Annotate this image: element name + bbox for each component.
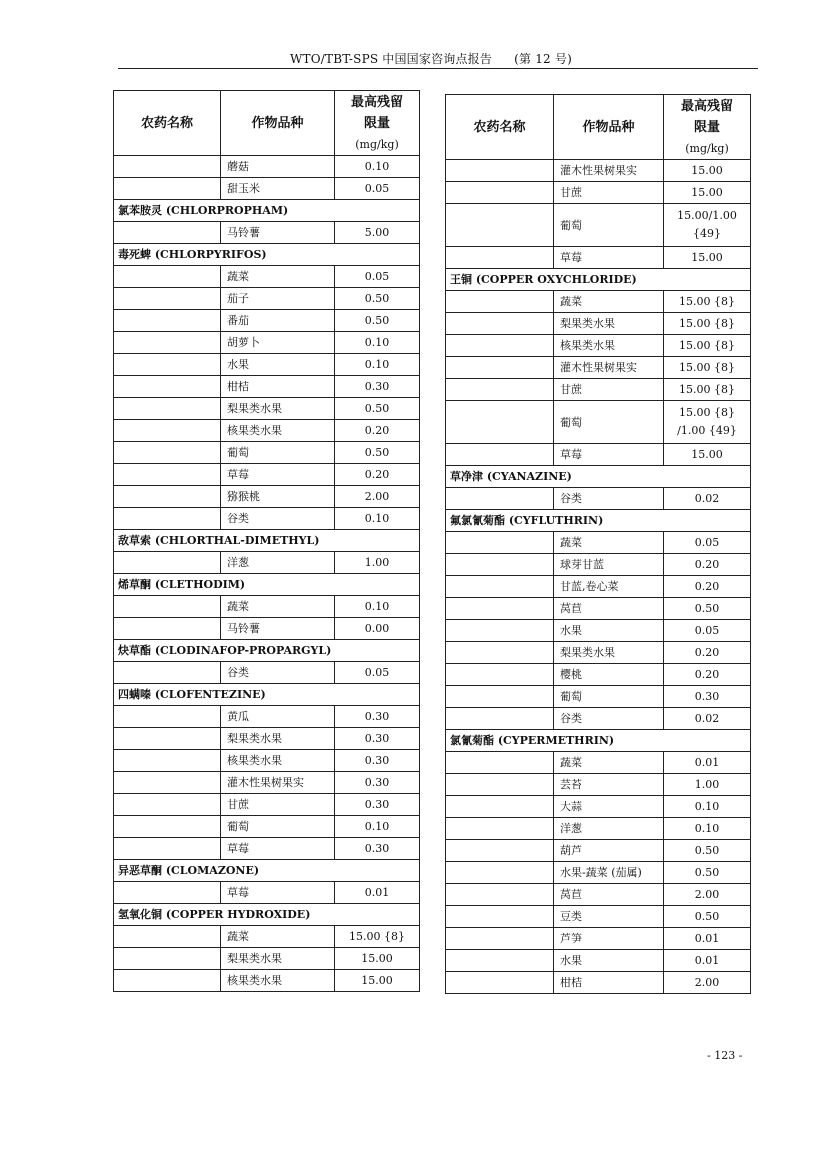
table-row (114, 508, 420, 530)
mrl-value-cell: 2.00 (664, 884, 751, 906)
mrl-value-cell: 1.00 (335, 552, 420, 574)
header-rule (118, 68, 758, 69)
mrl-value-cell: 15.00 {8} (664, 335, 751, 357)
pesticide-name: 氯苯胺灵 (CHLORPROPHAM) (114, 200, 420, 222)
crop-cell: 猕猴桃 (221, 486, 335, 508)
mrl-value-cell: 0.01 (664, 928, 751, 950)
pesticide-section-row (114, 200, 420, 222)
mrl-value-cell: 0.50 (664, 840, 751, 862)
crop-cell: 甘蔗 (221, 794, 335, 816)
mrl-value-cell: 15.00/1.00 {49} (664, 204, 751, 247)
mrl-value-cell: 0.10 (664, 796, 751, 818)
pesticide-section-row (446, 730, 751, 752)
mrl-value-cell: 0.50 (664, 862, 751, 884)
pesticide-section-row (114, 684, 420, 706)
pesticide-cell (446, 247, 554, 269)
crop-cell: 洋葱 (221, 552, 335, 574)
table-row (114, 486, 420, 508)
table-row (114, 178, 420, 200)
crop-cell: 葫芦 (554, 840, 664, 862)
crop-cell: 马铃薯 (221, 618, 335, 640)
pesticide-section-row (446, 269, 751, 291)
table-row (114, 156, 420, 178)
mrl-value-cell: 15.00 {8} (664, 379, 751, 401)
mrl-value-cell: 0.30 (664, 686, 751, 708)
mrl-value-cell: 0.10 (335, 596, 420, 618)
pesticide-cell (446, 379, 554, 401)
pesticide-name: 氢氧化铜 (COPPER HYDROXIDE) (114, 904, 420, 926)
pesticide-section-row (114, 860, 420, 882)
table-header-row (114, 91, 420, 156)
table-row (114, 332, 420, 354)
pesticide-cell (446, 182, 554, 204)
column-header-mrl (664, 95, 751, 160)
table-row (446, 796, 751, 818)
pesticide-cell (114, 772, 221, 794)
table-row (114, 706, 420, 728)
pesticide-name: 王铜 (COPPER OXYCHLORIDE) (446, 269, 751, 291)
pesticide-cell (114, 838, 221, 860)
mrl-value-cell: 0.01 (335, 882, 420, 904)
pesticide-name: 氯氰菊酯 (CYPERMETHRIN) (446, 730, 751, 752)
pesticide-cell (114, 442, 221, 464)
pesticide-name: 烯草酮 (CLETHODIM) (114, 574, 420, 596)
pesticide-cell (114, 662, 221, 684)
pesticide-cell (114, 970, 221, 992)
pesticide-cell (446, 708, 554, 730)
mrl-line1: 最高残留 (680, 98, 733, 114)
table-row (446, 204, 751, 247)
table-row (446, 182, 751, 204)
mrl-value-cell: 15.00 (664, 182, 751, 204)
table-row (446, 774, 751, 796)
crop-cell: 莴苣 (554, 884, 664, 906)
crop-cell: 草莓 (554, 247, 664, 269)
mrl-value-cell: 1.00 (664, 774, 751, 796)
pesticide-cell (446, 598, 554, 620)
crop-cell: 水果 (554, 950, 664, 972)
pesticide-cell (446, 752, 554, 774)
pesticide-cell (446, 862, 554, 884)
mrl-value-cell: 0.50 (664, 906, 751, 928)
pesticide-section-row (114, 904, 420, 926)
pesticide-cell (114, 354, 221, 376)
crop-cell: 梨果类水果 (221, 948, 335, 970)
pesticide-cell (114, 816, 221, 838)
mrl-value-cell: 0.50 (335, 442, 420, 464)
crop-cell: 芸苔 (554, 774, 664, 796)
table-row (114, 398, 420, 420)
table-row (446, 357, 751, 379)
table-row (114, 970, 420, 992)
mrl-value-cell: 0.10 (335, 156, 420, 178)
mrl-value-cell: 2.00 (664, 972, 751, 994)
crop-cell: 草莓 (221, 464, 335, 486)
crop-cell: 蔬菜 (554, 752, 664, 774)
table-row (446, 335, 751, 357)
pesticide-cell (446, 204, 554, 247)
crop-cell: 胡萝卜 (221, 332, 335, 354)
table-row (446, 488, 751, 510)
pesticide-cell (114, 486, 221, 508)
table-row (446, 972, 751, 994)
table-header-row (446, 95, 751, 160)
crop-cell: 水果 (221, 354, 335, 376)
pesticide-cell (446, 928, 554, 950)
crop-cell: 甜玉米 (221, 178, 335, 200)
crop-cell: 番茄 (221, 310, 335, 332)
crop-cell: 谷类 (221, 662, 335, 684)
pesticide-cell (446, 884, 554, 906)
mrl-value-cell: 0.30 (335, 376, 420, 398)
table-row (446, 642, 751, 664)
pesticide-cell (114, 882, 221, 904)
pesticide-section-row (114, 574, 420, 596)
table-row (114, 772, 420, 794)
pesticide-name: 四螨嗪 (CLOFENTEZINE) (114, 684, 420, 706)
pesticide-cell (114, 508, 221, 530)
pesticide-cell (446, 840, 554, 862)
pesticide-cell (446, 906, 554, 928)
mrl-value-cell: 0.50 (335, 398, 420, 420)
mrl-value-cell: 0.05 (335, 178, 420, 200)
table-row (114, 354, 420, 376)
table-row (446, 862, 751, 884)
crop-cell: 葡萄 (554, 686, 664, 708)
crop-cell: 核果类水果 (221, 970, 335, 992)
crop-cell: 核果类水果 (554, 335, 664, 357)
table-row (114, 728, 420, 750)
table-row (446, 840, 751, 862)
pesticide-cell (114, 596, 221, 618)
mrl-value-cell: 15.00 {8} /1.00 {49} (664, 401, 751, 444)
crop-cell: 蔬菜 (221, 266, 335, 288)
mrl-value-cell: 0.50 (664, 598, 751, 620)
pesticide-cell (114, 266, 221, 288)
pesticide-cell (114, 310, 221, 332)
table-row (446, 598, 751, 620)
mrl-value-cell: 15.00 {8} (664, 291, 751, 313)
pesticide-cell (114, 926, 221, 948)
mrl-line1: 最高残留 (350, 94, 403, 110)
mrl-value-cell: 0.20 (664, 576, 751, 598)
mrl-line2: 限量 (363, 115, 390, 131)
pesticide-cell (114, 222, 221, 244)
column-header-crop: 作物品种 (221, 91, 335, 156)
table-row (446, 950, 751, 972)
pesticide-cell (114, 794, 221, 816)
table-row (446, 928, 751, 950)
mrl-value-cell: 0.05 (335, 662, 420, 684)
pesticide-section-row (114, 530, 420, 552)
crop-cell: 甘蔗 (554, 379, 664, 401)
pesticide-cell (446, 686, 554, 708)
table-row (114, 926, 420, 948)
mrl-value-cell: 0.10 (664, 818, 751, 840)
crop-cell: 草莓 (554, 444, 664, 466)
mrl-value-cell: 15.00 (664, 247, 751, 269)
pesticide-cell (446, 554, 554, 576)
mrl-value-cell: 0.01 (664, 752, 751, 774)
pesticide-cell (446, 357, 554, 379)
mrl-value-cell: 0.01 (664, 950, 751, 972)
page-header (290, 50, 572, 67)
table-row (446, 444, 751, 466)
pesticide-section-row (446, 510, 751, 532)
mrl-value-cell: 0.30 (335, 838, 420, 860)
crop-cell: 芦笋 (554, 928, 664, 950)
pesticide-cell (114, 398, 221, 420)
pesticide-cell (446, 972, 554, 994)
mrl-value-cell: 2.00 (335, 486, 420, 508)
crop-cell: 甘蔗 (554, 182, 664, 204)
mrl-value-cell: 0.30 (335, 794, 420, 816)
table-row (446, 884, 751, 906)
pesticide-cell (114, 618, 221, 640)
crop-cell: 葡萄 (221, 816, 335, 838)
pesticide-cell (114, 706, 221, 728)
pesticide-cell (114, 464, 221, 486)
pesticide-cell (114, 552, 221, 574)
table-row (114, 222, 420, 244)
pesticide-cell (446, 313, 554, 335)
crop-cell: 葡萄 (554, 204, 664, 247)
mrl-value-cell: 0.50 (335, 310, 420, 332)
crop-cell: 莴苣 (554, 598, 664, 620)
table-row (114, 376, 420, 398)
mrl-value-cell: 0.02 (664, 708, 751, 730)
pesticide-section-row (446, 466, 751, 488)
pesticide-cell (446, 774, 554, 796)
pesticide-cell (114, 332, 221, 354)
left-mrl-table (113, 90, 420, 992)
table-row (446, 291, 751, 313)
mrl-value-cell: 15.00 (335, 948, 420, 970)
mrl-value-cell: 0.00 (335, 618, 420, 640)
page-number: - 123 - (707, 1049, 743, 1062)
crop-cell: 梨果类水果 (554, 642, 664, 664)
crop-cell: 茄子 (221, 288, 335, 310)
mrl-value-cell: 0.30 (335, 706, 420, 728)
crop-cell: 核果类水果 (221, 750, 335, 772)
pesticide-cell (446, 291, 554, 313)
crop-cell: 蔬菜 (554, 291, 664, 313)
mrl-value-cell: 0.10 (335, 508, 420, 530)
pesticide-cell (114, 420, 221, 442)
pesticide-cell (114, 750, 221, 772)
pesticide-cell (446, 401, 554, 444)
crop-cell: 草莓 (221, 882, 335, 904)
pesticide-cell (446, 335, 554, 357)
crop-cell: 梨果类水果 (221, 398, 335, 420)
mrl-value-cell: 0.30 (335, 772, 420, 794)
crop-cell: 水果 (554, 620, 664, 642)
pesticide-cell (446, 642, 554, 664)
table-row (114, 882, 420, 904)
crop-cell: 黄瓜 (221, 706, 335, 728)
crop-cell: 球芽甘蓝 (554, 554, 664, 576)
pesticide-name: 草净津 (CYANAZINE) (446, 466, 751, 488)
pesticide-cell (114, 376, 221, 398)
mrl-value-cell: 15.00 (664, 444, 751, 466)
mrl-value-cell: 0.30 (335, 750, 420, 772)
crop-cell: 核果类水果 (221, 420, 335, 442)
table-row (446, 379, 751, 401)
column-header-crop: 作物品种 (554, 95, 664, 160)
table-row (446, 818, 751, 840)
table-row (446, 554, 751, 576)
pesticide-section-row (114, 640, 420, 662)
pesticide-cell (446, 818, 554, 840)
crop-cell: 谷类 (554, 488, 664, 510)
mrl-value-cell: 15.00 (664, 160, 751, 182)
table-row (114, 662, 420, 684)
table-row (114, 442, 420, 464)
mrl-line2: 限量 (693, 119, 720, 135)
pesticide-section-row (114, 244, 420, 266)
table-row (446, 664, 751, 686)
mrl-value-cell: 15.00 {8} (335, 926, 420, 948)
mrl-value-cell: 0.10 (335, 332, 420, 354)
crop-cell: 蘑菇 (221, 156, 335, 178)
table-row (446, 401, 751, 444)
table-row (114, 816, 420, 838)
table-row (114, 948, 420, 970)
pesticide-name: 敌草索 (CHLORTHAL-DIMETHYL) (114, 530, 420, 552)
table-row (446, 686, 751, 708)
crop-cell: 灌木性果树果实 (554, 160, 664, 182)
crop-cell: 谷类 (554, 708, 664, 730)
crop-cell: 洋葱 (554, 818, 664, 840)
crop-cell: 大蒜 (554, 796, 664, 818)
table-row (114, 750, 420, 772)
pesticide-cell (446, 532, 554, 554)
mrl-unit: (mg/kg) (685, 141, 729, 155)
crop-cell: 谷类 (221, 508, 335, 530)
column-header-pesticide: 农药名称 (446, 95, 554, 160)
crop-cell: 柑桔 (554, 972, 664, 994)
table-row (446, 906, 751, 928)
crop-cell: 草莓 (221, 838, 335, 860)
table-row (446, 620, 751, 642)
mrl-value-cell: 0.02 (664, 488, 751, 510)
header-title: WTO/TBT-SPS 中国国家咨询点报告 (290, 52, 493, 66)
left-table-body (114, 156, 420, 992)
pesticide-name: 异恶草酮 (CLOMAZONE) (114, 860, 420, 882)
mrl-value-cell: 15.00 {8} (664, 313, 751, 335)
table-row (114, 552, 420, 574)
pesticide-name: 氟氯氰菊酯 (CYFLUTHRIN) (446, 510, 751, 532)
mrl-value-cell: 0.20 (335, 464, 420, 486)
mrl-value-cell: 0.20 (664, 664, 751, 686)
table-row (114, 310, 420, 332)
pesticide-cell (114, 156, 221, 178)
pesticide-cell (114, 178, 221, 200)
table-row (114, 794, 420, 816)
mrl-value-cell: 15.00 {8} (664, 357, 751, 379)
mrl-value-cell: 0.10 (335, 816, 420, 838)
crop-cell: 灌木性果树果实 (221, 772, 335, 794)
mrl-value-cell: 0.30 (335, 728, 420, 750)
header-issue: (第 12 号) (514, 52, 572, 66)
crop-cell: 灌木性果树果实 (554, 357, 664, 379)
mrl-value-cell: 0.50 (335, 288, 420, 310)
pesticide-cell (114, 948, 221, 970)
crop-cell: 葡萄 (221, 442, 335, 464)
pesticide-cell (446, 620, 554, 642)
mrl-value-cell: 0.05 (664, 532, 751, 554)
crop-cell: 葡萄 (554, 401, 664, 444)
pesticide-cell (114, 288, 221, 310)
right-mrl-table (445, 94, 751, 994)
pesticide-cell (446, 664, 554, 686)
pesticide-cell (114, 728, 221, 750)
table-row (114, 596, 420, 618)
crop-cell: 豆类 (554, 906, 664, 928)
pesticide-cell (446, 160, 554, 182)
table-row (446, 160, 751, 182)
crop-cell: 柑桔 (221, 376, 335, 398)
table-row (446, 708, 751, 730)
pesticide-cell (446, 488, 554, 510)
table-row (114, 266, 420, 288)
mrl-value-cell: 0.05 (664, 620, 751, 642)
mrl-value-cell: 0.20 (664, 554, 751, 576)
crop-cell: 蔬菜 (221, 926, 335, 948)
crop-cell: 梨果类水果 (221, 728, 335, 750)
mrl-unit: (mg/kg) (355, 137, 399, 151)
table-row (114, 618, 420, 640)
pesticide-cell (446, 950, 554, 972)
mrl-value-cell: 0.20 (335, 420, 420, 442)
crop-cell: 蔬菜 (554, 532, 664, 554)
pesticide-name: 毒死蜱 (CHLORPYRIFOS) (114, 244, 420, 266)
table-row (114, 420, 420, 442)
crop-cell: 马铃薯 (221, 222, 335, 244)
mrl-value-cell: 5.00 (335, 222, 420, 244)
column-header-pesticide: 农药名称 (114, 91, 221, 156)
mrl-value-cell: 0.10 (335, 354, 420, 376)
pesticide-name: 炔草酯 (CLODINAFOP-PROPARGYL) (114, 640, 420, 662)
table-row (446, 313, 751, 335)
crop-cell: 水果-蔬菜 (茄属) (554, 862, 664, 884)
table-row (114, 838, 420, 860)
crop-cell: 蔬菜 (221, 596, 335, 618)
crop-cell: 甘蓝,卷心菜 (554, 576, 664, 598)
table-row (446, 532, 751, 554)
mrl-value-cell: 0.20 (664, 642, 751, 664)
right-table-body (446, 160, 751, 994)
pesticide-cell (446, 576, 554, 598)
crop-cell: 樱桃 (554, 664, 664, 686)
pesticide-cell (446, 444, 554, 466)
table-row (446, 247, 751, 269)
table-row (114, 288, 420, 310)
table-row (114, 464, 420, 486)
mrl-value-cell: 0.05 (335, 266, 420, 288)
crop-cell: 梨果类水果 (554, 313, 664, 335)
table-row (446, 576, 751, 598)
column-header-mrl (335, 91, 420, 156)
pesticide-cell (446, 796, 554, 818)
table-row (446, 752, 751, 774)
mrl-value-cell: 15.00 (335, 970, 420, 992)
